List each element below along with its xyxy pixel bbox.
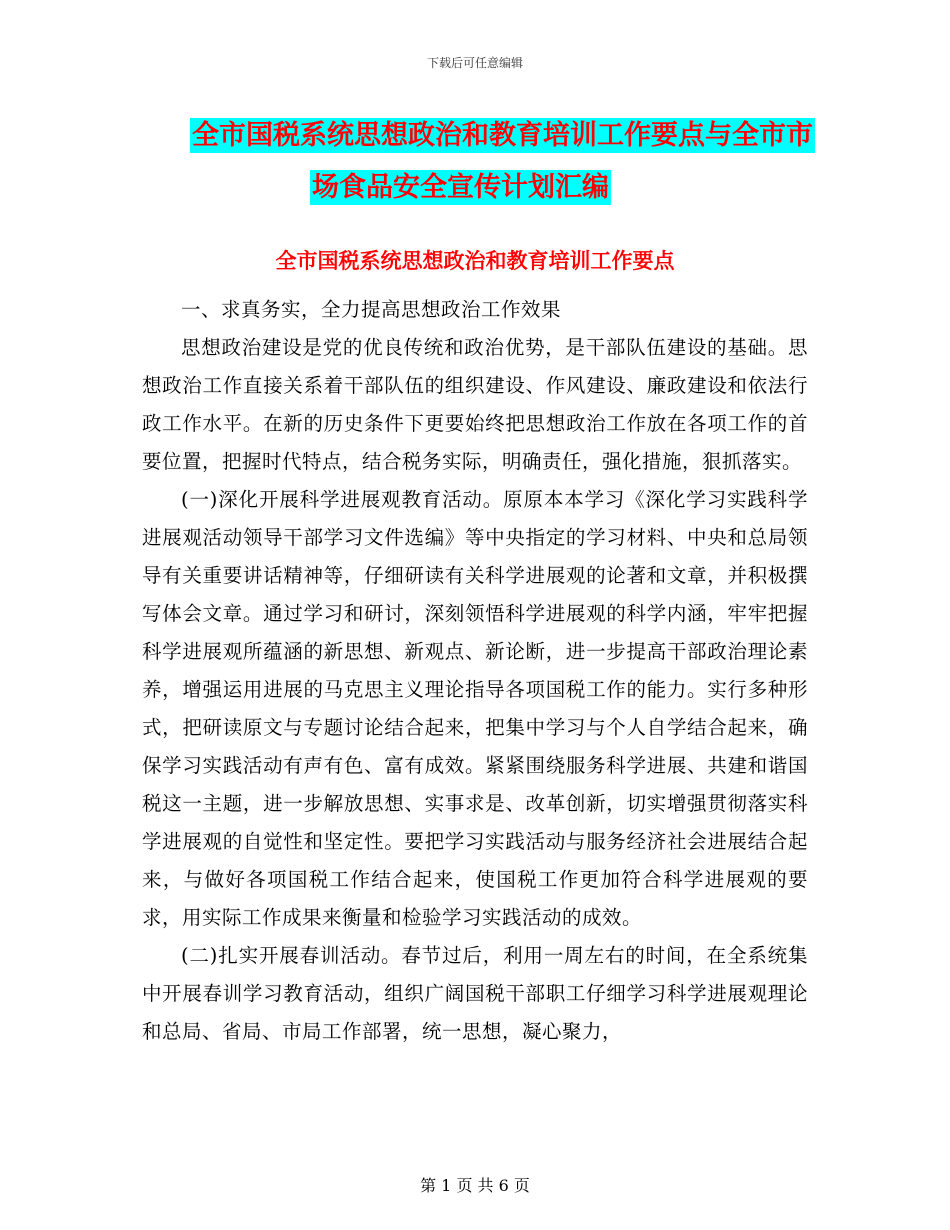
section-heading-1: 一、求真务实，全力提高思想政治工作效果 xyxy=(181,298,562,321)
document-title xyxy=(190,110,813,214)
paragraph: (二)扎实开展春训活动。春节过后，利用一周左右的时间，在全系统集中开展春训学习教育活动，组织广阔国税干部职工仔细学习科学进展观理论和总局、省局、市局工作部署，统一思想，凝心聚力， xyxy=(142,944,808,1043)
paragraph: 思想政治建设是党的优良传统和政治优势，是干部队伍建设的基础。思想政治工作直接关系着干部队伍的组织建设、作风建设、廉政建设和依法行政工作水平。在新的历史条件下更要始终把思想政治工作放在各项工作的首要位置，把握时代特点，结合税务实际，明确责任，强化措施，狠抓落实。 xyxy=(142,336,808,473)
document-body xyxy=(142,291,808,1051)
document-title-line-2: 场食品安全宣传计划汇编 xyxy=(312,172,609,203)
section-title: 全市国税系统思想政治和教育培训工作要点 xyxy=(275,249,675,273)
page-header-note: 下载后可任意编辑 xyxy=(426,56,523,70)
page-footer: 第 1 页 共 6 页 xyxy=(420,1176,530,1195)
paragraph: (一)深化开展科学进展观教育活动。原原本本学习《深化学习实践科学进展观活动领导干部学习文件选编》等中央指定的学习材料、中央和总局领导有关重要讲话精神等，仔细研读有关科学进展观的论著和文章，并积极撰写体会文章。通过学习和研讨，深刻领悟科学进展观的科学内涵，牢牢把握科学进展观所蕴涵的新思想、新观点、新论断，进一步提高干部政治理论素养，增强运用进展的马克思主义理论指导各项国税工作的能力。实行多种形式，把研读原文与专题讨论结合起来，把集中学习与个人自学结合起来，确保学习实践活动有声有色、富有成效。紧紧围绕服务科学进展、共建和谐国税这一主题，进一步解放思想、实事求是、改革创新，切实增强贯彻落实科学进展观的自觉性和坚定性。要把学习实践活动与服务经济社会进展结合起来，与做好各项国税工作结合起来，使国税工作更加符合科学进展观的要求，用实际工作成果来衡量和检验学习实践活动的成效。 xyxy=(142,488,808,929)
document-title-line-1: 全市国税系统思想政治和教育培训工作要点与全市市 xyxy=(192,120,813,151)
